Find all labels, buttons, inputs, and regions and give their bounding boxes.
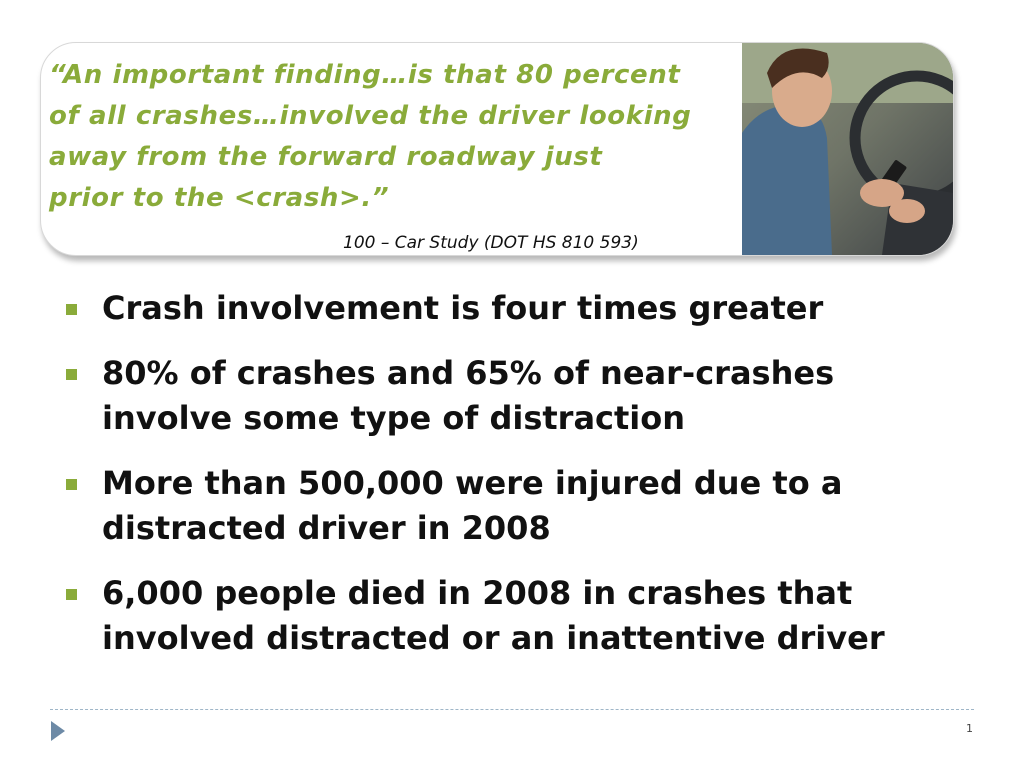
footer-divider [50,709,974,710]
bullet-square-icon [66,479,77,490]
list-item [62,571,962,661]
bullet-text: More than 500,000 were injured due to a distracted driver in 2008 [102,464,843,547]
bullet-text: 80% of crashes and 65% of near-crashes involve some type of distraction [102,354,835,437]
bullet-square-icon [66,369,77,380]
quote-text: “An important finding…is that 80 percent of all crashes…involved the driver looking away from the forward roadway just prior to the <crash>.” [49,60,692,213]
quote-citation: 100 – Car Study (DOT HS 810 593) [343,233,639,253]
bullet-square-icon [66,589,77,600]
bullet-text: 6,000 people died in 2008 in crashes that involved distracted or an inattentive driver [102,574,885,657]
list-item [62,461,962,551]
quote-panel [40,42,954,256]
bullet-text: Crash involvement is four times greater [102,289,824,327]
bullet-list [62,286,962,681]
list-item [62,351,962,441]
slide-number: 1 [966,722,973,735]
list-item [62,286,962,331]
play-triangle-icon[interactable] [50,720,66,742]
bullet-square-icon [66,304,77,315]
driver-texting-photo [742,43,954,255]
